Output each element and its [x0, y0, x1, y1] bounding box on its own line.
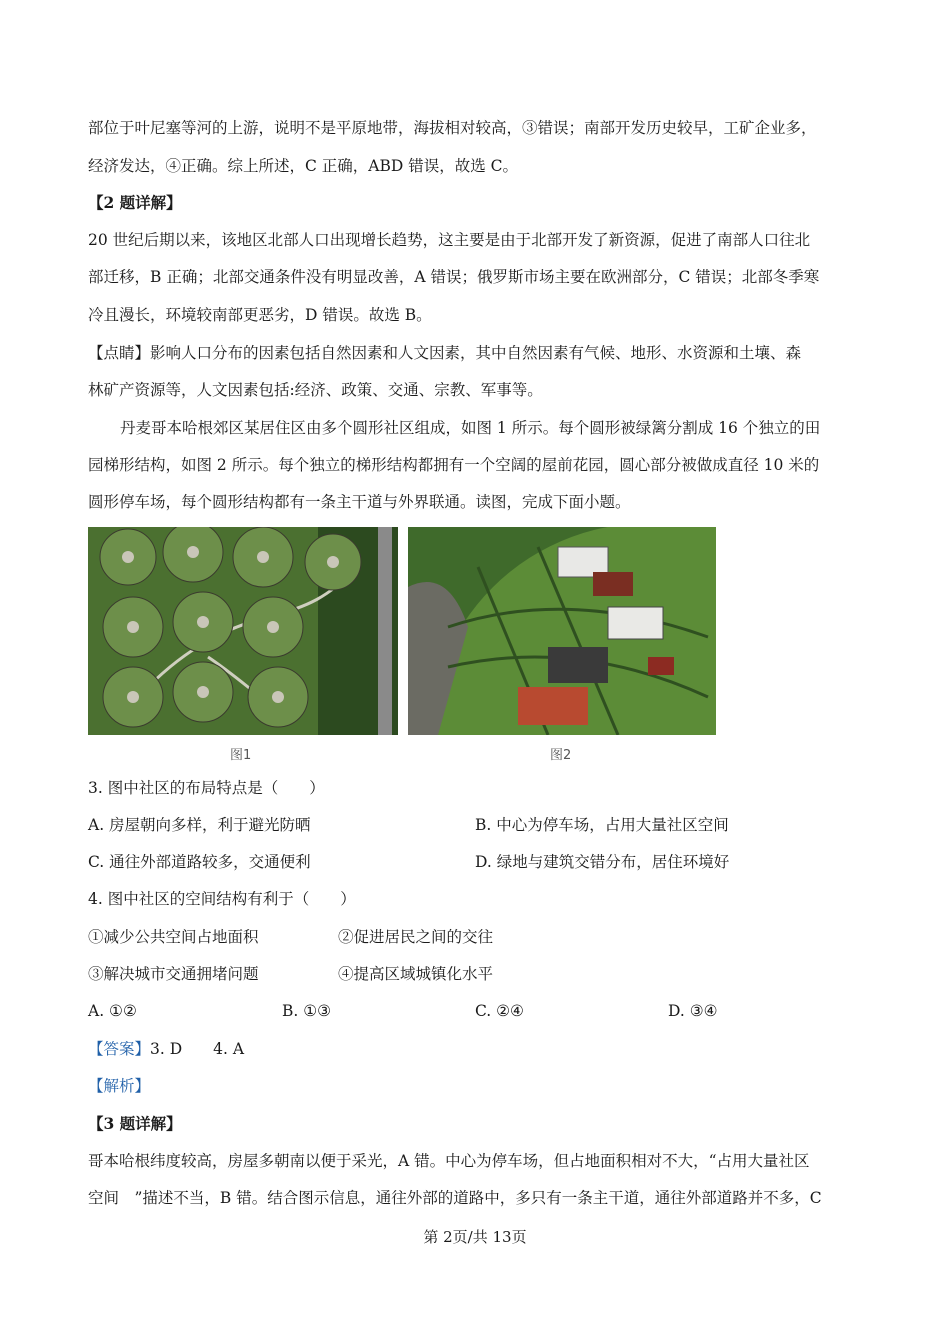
figure-1-aerial-photo: [88, 527, 398, 735]
analysis-label: 【解析】: [88, 1077, 151, 1095]
question-4-option-d: D. ③④: [668, 1002, 718, 1020]
figure-1-caption: 图1: [230, 748, 252, 763]
question-3-option-d: D. 绿地与建筑交错分布，居住环境好: [475, 853, 730, 871]
text-line: 林矿产资源等，人文因素包括:经济、政策、交通、宗教、军事等。: [88, 381, 543, 399]
page-number: 第 2页/共 13页: [423, 1228, 527, 1246]
question-4-option-a: A. ①②: [88, 1002, 137, 1020]
answer-line: [88, 1039, 244, 1059]
answer-label: 【答案】: [88, 1040, 151, 1058]
question-4-statement-2: ②促进居民之间的交往: [338, 928, 494, 946]
section-heading: 【2 题详解】: [88, 193, 182, 212]
question-4-option-c: C. ②④: [475, 1002, 524, 1020]
question-4-statement-4: ④提高区域城镇化水平: [338, 965, 494, 983]
question-4-statement-3: ③解决城市交通拥堵问题: [88, 965, 259, 983]
text-line: 经济发达，④正确。综上所述，C 正确，ABD 错误，故选 C。: [88, 157, 519, 175]
figure-2-caption: 图2: [550, 748, 572, 763]
text-line: 20 世纪后期以来，该地区北部人口出现增长趋势，这主要是由于北部开发了新资源，促进了南部人口往北: [88, 231, 811, 249]
q3-detail-heading: 【3 题详解】: [88, 1114, 182, 1133]
text-line: 【点睛】影响人口分布的因素包括自然因素和人文因素，其中自然因素有气候、地形、水资源和土壤、森: [88, 344, 802, 362]
question-3-option-b: B. 中心为停车场，占用大量社区空间: [475, 816, 729, 834]
question-3-option-c: C. 通往外部道路较多，交通便利: [88, 853, 311, 871]
question-4-stem: 4. 图中社区的空间结构有利于（ ）: [88, 890, 356, 908]
q3-detail-line: 空间 ”描述不当，B 错。结合图示信息，通往外部的道路中，多只有一条主干道，通往外部道路并不多，C: [88, 1189, 822, 1207]
q3-detail-line: 哥本哈根纬度较高，房屋多朝南以便于采光，A 错。中心为停车场，但占地面积相对不大，“占用大量社区: [88, 1152, 810, 1170]
answer-text: 3. D 4. A: [150, 1040, 245, 1058]
text-line: 部迁移，B 正确；北部交通条件没有明显改善，A 错误；俄罗斯市场主要在欧洲部分，C 错误；北部冬季寒: [88, 268, 820, 286]
intro-line: 圆形停车场，每个圆形结构都有一条主干道与外界联通。读图，完成下面小题。: [88, 493, 631, 511]
text-line: 冷且漫长，环境较南部更恶劣，D 错误。故选 B。: [88, 306, 432, 324]
question-3-option-a: A. 房屋朝向多样，利于避光防晒: [88, 816, 311, 834]
question-4-option-b: B. ①③: [282, 1002, 332, 1020]
intro-line: 园梯形结构，如图 2 所示。每个独立的梯形结构都拥有一个空阔的屋前花园，圆心部分被做成直径 10 米的: [88, 456, 820, 474]
question-3-stem: 3. 图中社区的布局特点是（ ）: [88, 779, 325, 797]
question-4-statement-1: ①减少公共空间占地面积: [88, 928, 259, 946]
text-line: 部位于叶尼塞等河的上游，说明不是平原地带，海拔相对较高，③错误；南部开发历史较早，工矿企业多，: [88, 119, 817, 137]
aerial-circles-illustration: [88, 527, 398, 735]
intro-line: 丹麦哥本哈根郊区某居住区由多个圆形社区组成，如图 1 所示。每个圆形被绿篱分割成 16 个独立的田: [120, 419, 821, 437]
closeup-houses-illustration: [408, 527, 716, 735]
figure-2-closeup-photo: [408, 527, 716, 735]
